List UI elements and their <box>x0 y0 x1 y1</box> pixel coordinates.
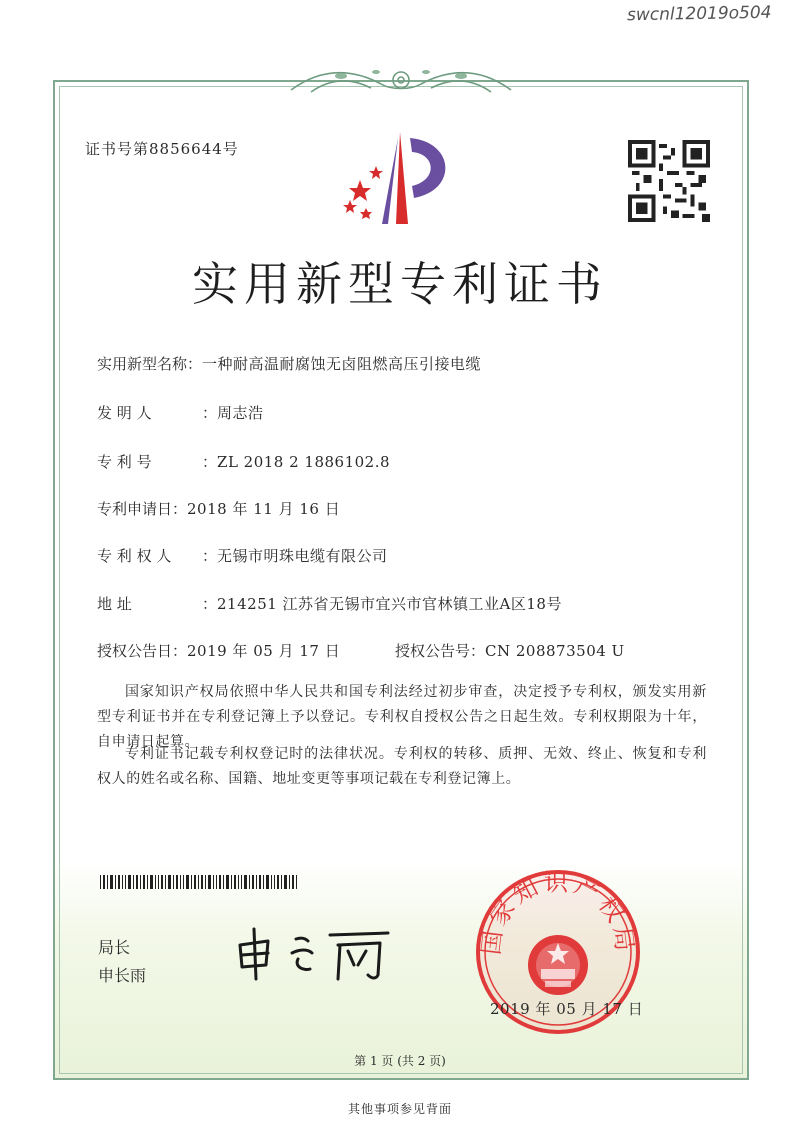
frame-ornament-icon <box>281 64 521 100</box>
label-char: 利 <box>116 453 132 471</box>
field-grant-number <box>395 640 625 661</box>
label-colon: ： <box>202 595 218 613</box>
label-char: 明 <box>116 404 132 422</box>
label-char: 地 <box>97 595 113 613</box>
field-label: 授权公告号： <box>395 642 486 660</box>
certificate-number: 证书号第8856644号 <box>85 140 239 158</box>
director-signature <box>230 915 400 985</box>
field-label: 实用新型名称： <box>97 355 203 373</box>
label-char: 发 <box>97 404 113 422</box>
patent-office-logo-icon <box>330 128 470 228</box>
label-char: 人 <box>136 404 152 422</box>
label-char: 址 <box>116 595 132 613</box>
field-value: 周志浩 <box>217 404 264 422</box>
field-patent-number <box>97 451 390 472</box>
field-value: 2018 年 11 月 16 日 <box>187 500 341 518</box>
field-value: 一种耐高温耐腐蚀无卤阻燃高压引接电缆 <box>202 355 482 373</box>
label-char: 专 <box>97 547 113 565</box>
field-value: 无锡市明珠电缆有限公司 <box>217 547 388 565</box>
field-patentee <box>97 545 388 566</box>
field-label <box>97 545 202 566</box>
label-char: 人 <box>156 547 172 565</box>
label-char: 号 <box>136 453 152 471</box>
director-name: 申长雨 <box>98 966 147 985</box>
label-char: 专 <box>97 453 113 471</box>
qr-code-icon <box>628 140 710 222</box>
label-colon: ： <box>202 404 218 422</box>
label-colon: ： <box>202 453 218 471</box>
certificate-title: 实用新型专利证书 <box>192 257 608 311</box>
field-address <box>97 593 562 614</box>
handwritten-reference: swcnl12019o504 <box>627 2 773 26</box>
seal-date: 2019 年 05 月 17 日 <box>490 1000 644 1018</box>
page-number: 第 1 页 (共 2 页) <box>354 1054 446 1068</box>
label-char: 利 <box>116 547 132 565</box>
field-label: 授权公告日： <box>97 642 188 660</box>
label-colon: ： <box>202 547 218 565</box>
field-value: CN 208873504 U <box>485 642 625 660</box>
footer-note: 其他事项参见背面 <box>347 1102 452 1116</box>
field-label: 专利申请日： <box>97 500 188 518</box>
certificate-frame <box>53 80 749 1080</box>
paragraph-legal-status: 专利证书记载专利权登记时的法律状况。专利权的转移、质押、无效、终止、恢复和专利权人的姓名或名称、国籍、地址变更等事项记载在专利登记簿上。 <box>97 746 707 787</box>
field-value: ZL 2018 2 1886102.8 <box>217 453 391 471</box>
svg-text:国家知识产权局: 国家知识产权局 <box>476 868 640 957</box>
field-label <box>97 402 202 423</box>
paragraph-grant-statement: 国家知识产权局依照中华人民共和国专利法经过初步审查，决定授予专利权，颁发实用新型专利证书并在专利登记簿上予以登记。专利权自授权公告之日起生效。专利权期限为十年，自申请日起算。 <box>97 684 707 750</box>
field-label <box>97 451 202 472</box>
field-grant-date <box>97 640 340 661</box>
field-value: 214251 江苏省无锡市宜兴市官林镇工业A区18号 <box>217 595 562 613</box>
director-title: 局长 <box>98 938 131 957</box>
field-filing-date <box>97 498 340 519</box>
field-utility-model-name <box>97 353 481 374</box>
label-char: 权 <box>136 547 152 565</box>
field-label <box>97 593 202 614</box>
barcode-icon <box>100 875 298 889</box>
field-value: 2019 年 05 月 17 日 <box>187 642 341 660</box>
field-inventor <box>97 402 264 423</box>
